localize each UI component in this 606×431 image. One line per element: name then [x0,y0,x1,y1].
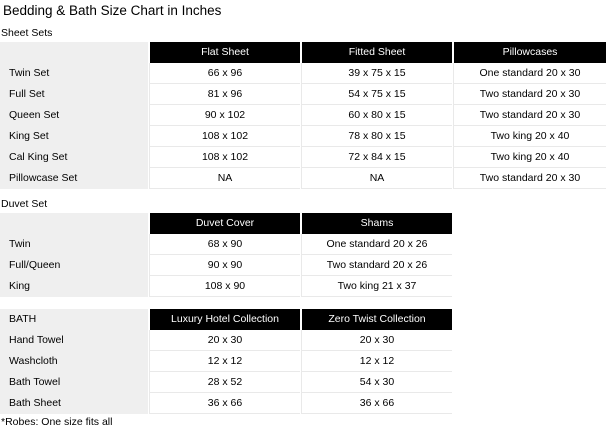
column-header-flat-sheet: Flat Sheet [150,42,300,63]
column-header-duvet-cover: Duvet Cover [150,213,300,234]
row-label: Full/Queen [0,255,148,276]
table-row-twin [0,234,452,255]
data-cell: 78 x 80 x 15 [301,126,452,147]
row-label: Twin Set [0,63,148,84]
row-label: Twin [0,234,148,255]
data-cell: 68 x 90 [149,234,300,255]
data-cell: Two king 20 x 40 [453,147,606,168]
data-cell: Two standard 20 x 30 [453,84,606,105]
table-section-sheet-sets [0,27,606,189]
data-cell: 54 x 30 [301,372,452,393]
data-cell: 108 x 90 [149,276,300,297]
section-label-duvet-set: Duvet Set [1,198,48,210]
row-label: Pillowcase Set [0,168,148,189]
data-cell: One standard 20 x 26 [301,234,452,255]
data-cell: NA [301,168,452,189]
data-cell: 108 x 102 [149,126,300,147]
sheet-sets-table [0,42,606,189]
column-header-pillowcases: Pillowcases [454,42,606,63]
table-row-twin-set [0,63,606,84]
data-cell: 60 x 80 x 15 [301,105,452,126]
data-cell: 66 x 96 [149,63,300,84]
table-row-washcloth [0,351,452,372]
row-label: Full Set [0,84,148,105]
table-row-bath-sheet [0,393,452,414]
table-row-bath-towel [0,372,452,393]
table-row-king-set [0,126,606,147]
data-cell: Two king 21 x 37 [301,276,452,297]
row-label: Hand Towel [0,330,148,351]
row-label: Washcloth [0,351,148,372]
data-cell: 36 x 66 [149,393,300,414]
row-label: Cal King Set [0,147,148,168]
data-cell: 81 x 96 [149,84,300,105]
sheet-sets-corner-cell [0,42,148,63]
bath-header-row [0,309,452,330]
data-cell: Two standard 20 x 30 [453,168,606,189]
data-cell: 20 x 30 [301,330,452,351]
duvet-set-table [0,213,606,297]
duvet-set-corner-cell [0,213,148,234]
data-cell: 90 x 102 [149,105,300,126]
data-cell: Two king 20 x 40 [453,126,606,147]
data-cell: 12 x 12 [301,351,452,372]
table-row-full-queen [0,255,452,276]
tables-container [0,27,606,414]
column-header-fitted-sheet: Fitted Sheet [302,42,452,63]
column-header-luxury-hotel-collection: Luxury Hotel Collection [150,309,300,330]
data-cell: 39 x 75 x 15 [301,63,452,84]
page-title: Bedding & Bath Size Chart in Inches [3,3,222,18]
row-label: King Set [0,126,148,147]
row-label: Bath Sheet [0,393,148,414]
table-section-duvet-set [0,198,606,297]
row-label: Queen Set [0,105,148,126]
data-cell: NA [149,168,300,189]
table-section-bath [0,309,606,414]
data-cell: 20 x 30 [149,330,300,351]
row-label: Bath Towel [0,372,148,393]
bath-corner-cell: BATH [0,309,148,330]
section-label-sheet-sets: Sheet Sets [1,27,53,39]
table-row-full-set [0,84,606,105]
bath-table [0,309,606,414]
data-cell: Two standard 20 x 30 [453,105,606,126]
duvet-set-header-row [0,213,452,234]
data-cell: 12 x 12 [149,351,300,372]
data-cell: Two standard 20 x 26 [301,255,452,276]
table-row-cal-king-set [0,147,606,168]
sheet-sets-header-row [0,42,606,63]
data-cell: 54 x 75 x 15 [301,84,452,105]
data-cell: 90 x 90 [149,255,300,276]
table-row-queen-set [0,105,606,126]
data-cell: 72 x 84 x 15 [301,147,452,168]
table-row-king [0,276,452,297]
data-cell: 28 x 52 [149,372,300,393]
table-row-hand-towel [0,330,452,351]
column-header-zero-twist-collection: Zero Twist Collection [302,309,452,330]
column-header-shams: Shams [302,213,452,234]
row-label: King [0,276,148,297]
data-cell: One standard 20 x 30 [453,63,606,84]
data-cell: 108 x 102 [149,147,300,168]
data-cell: 36 x 66 [301,393,452,414]
robes-footnote: *Robes: One size fits all [1,416,113,428]
table-row-pillowcase-set [0,168,606,189]
